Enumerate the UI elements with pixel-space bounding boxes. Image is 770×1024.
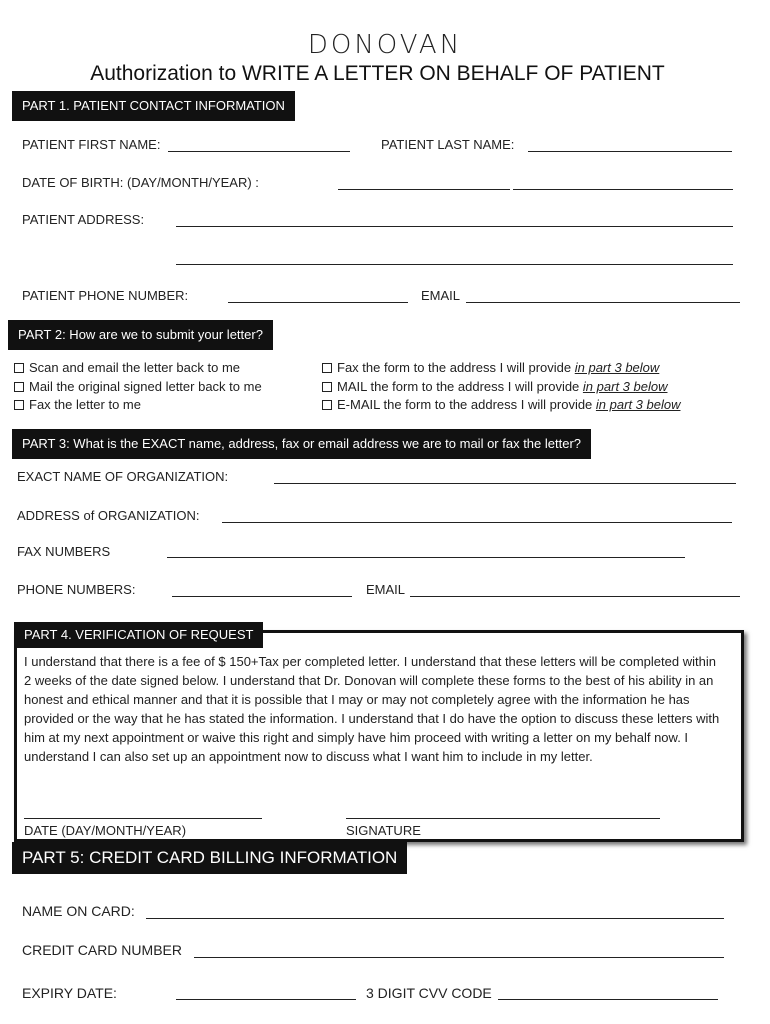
expiry-field[interactable] <box>176 999 356 1000</box>
part5-heading: PART 5: CREDIT CARD BILLING INFORMATION <box>12 842 407 874</box>
first-name-field[interactable] <box>168 151 350 152</box>
option-email-form[interactable]: E-MAIL the form to the address I will provide in part 3 below <box>322 397 680 412</box>
date-signed-field[interactable] <box>24 818 262 819</box>
checkbox[interactable] <box>322 400 332 410</box>
checkbox[interactable] <box>14 382 24 392</box>
last-name-label: PATIENT LAST NAME: <box>381 137 515 152</box>
org-phone-label: PHONE NUMBERS: <box>17 582 136 597</box>
dob-field-1[interactable] <box>338 189 510 190</box>
org-name-label: EXACT NAME OF ORGANIZATION: <box>17 469 229 484</box>
last-name-field[interactable] <box>528 151 732 152</box>
org-email-field[interactable] <box>410 596 740 597</box>
logo: DONOVAN <box>307 30 463 60</box>
dob-field-2[interactable] <box>513 189 733 190</box>
checkbox[interactable] <box>14 363 24 373</box>
expiry-label: EXPIRY DATE: <box>22 985 117 1001</box>
part2-heading: PART 2: How are we to submit your letter? <box>8 320 273 350</box>
card-name-label: NAME ON CARD: <box>22 903 135 919</box>
org-name-field[interactable] <box>274 483 736 484</box>
part1-heading: PART 1. PATIENT CONTACT INFORMATION <box>12 91 295 121</box>
phone-field[interactable] <box>228 302 408 303</box>
option-fax-form[interactable]: Fax the form to the address I will provide in part 3 below <box>322 360 659 375</box>
page-title: Authorization to WRITE A LETTER ON BEHALF OF PATIENT <box>90 62 665 85</box>
cvv-field[interactable] <box>498 999 718 1000</box>
dob-label: DATE OF BIRTH: (DAY/MONTH/YEAR) : <box>22 175 259 190</box>
org-address-field[interactable] <box>222 522 732 523</box>
address-field-line1[interactable] <box>176 226 733 227</box>
fax-field[interactable] <box>167 557 685 558</box>
checkbox[interactable] <box>14 400 24 410</box>
option-scan-email[interactable]: Scan and email the letter back to me <box>14 360 240 375</box>
checkbox[interactable] <box>322 382 332 392</box>
signature-label: SIGNATURE <box>346 823 421 838</box>
card-number-label: CREDIT CARD NUMBER <box>22 942 182 958</box>
email-field[interactable] <box>466 302 740 303</box>
email-label: EMAIL <box>421 288 461 303</box>
card-number-field[interactable] <box>194 957 724 958</box>
address-field-line2[interactable] <box>176 264 733 265</box>
org-address-label: ADDRESS of ORGANIZATION: <box>17 508 200 523</box>
signature-field[interactable] <box>346 818 660 819</box>
cvv-label: 3 DIGIT CVV CODE <box>366 985 492 1001</box>
phone-label: PATIENT PHONE NUMBER: <box>22 288 189 303</box>
part3-heading: PART 3: What is the EXACT name, address, fax or email address we are to mail or fax the letter? <box>12 429 591 459</box>
address-label: PATIENT ADDRESS: <box>22 212 145 227</box>
first-name-label: PATIENT FIRST NAME: <box>22 137 161 152</box>
option-mail-form[interactable]: MAIL the form to the address I will provide in part 3 below <box>322 379 667 394</box>
org-email-label: EMAIL <box>366 582 406 597</box>
fax-label: FAX NUMBERS <box>17 544 111 559</box>
option-fax[interactable]: Fax the letter to me <box>14 397 141 412</box>
part4-heading: PART 4. VERIFICATION OF REQUEST <box>14 622 263 648</box>
option-mail-original[interactable]: Mail the original signed letter back to me <box>14 379 262 394</box>
checkbox[interactable] <box>322 363 332 373</box>
org-phone-field[interactable] <box>172 596 352 597</box>
date-signed-label: DATE (DAY/MONTH/YEAR) <box>24 823 187 838</box>
card-name-field[interactable] <box>146 918 724 919</box>
verification-paragraph: I understand that there is a fee of $ 150+Tax per completed letter. I understand that these letters will be completed within 2 weeks of the date signed below. I understand that Dr. Donovan will complete these forms to the best of his ability in an honest and ethical manner and that it is possible that I may or may not completely agree with the information he has provided or the way that he has stated the information. I understand that I do have the option to discuss these letters with him at my next appointment or waive this right and simply have him proceed with writing a letter on my behalf now. I understand I can also set up an appointment now to discuss what I want him to include in my letter. <box>24 654 720 764</box>
